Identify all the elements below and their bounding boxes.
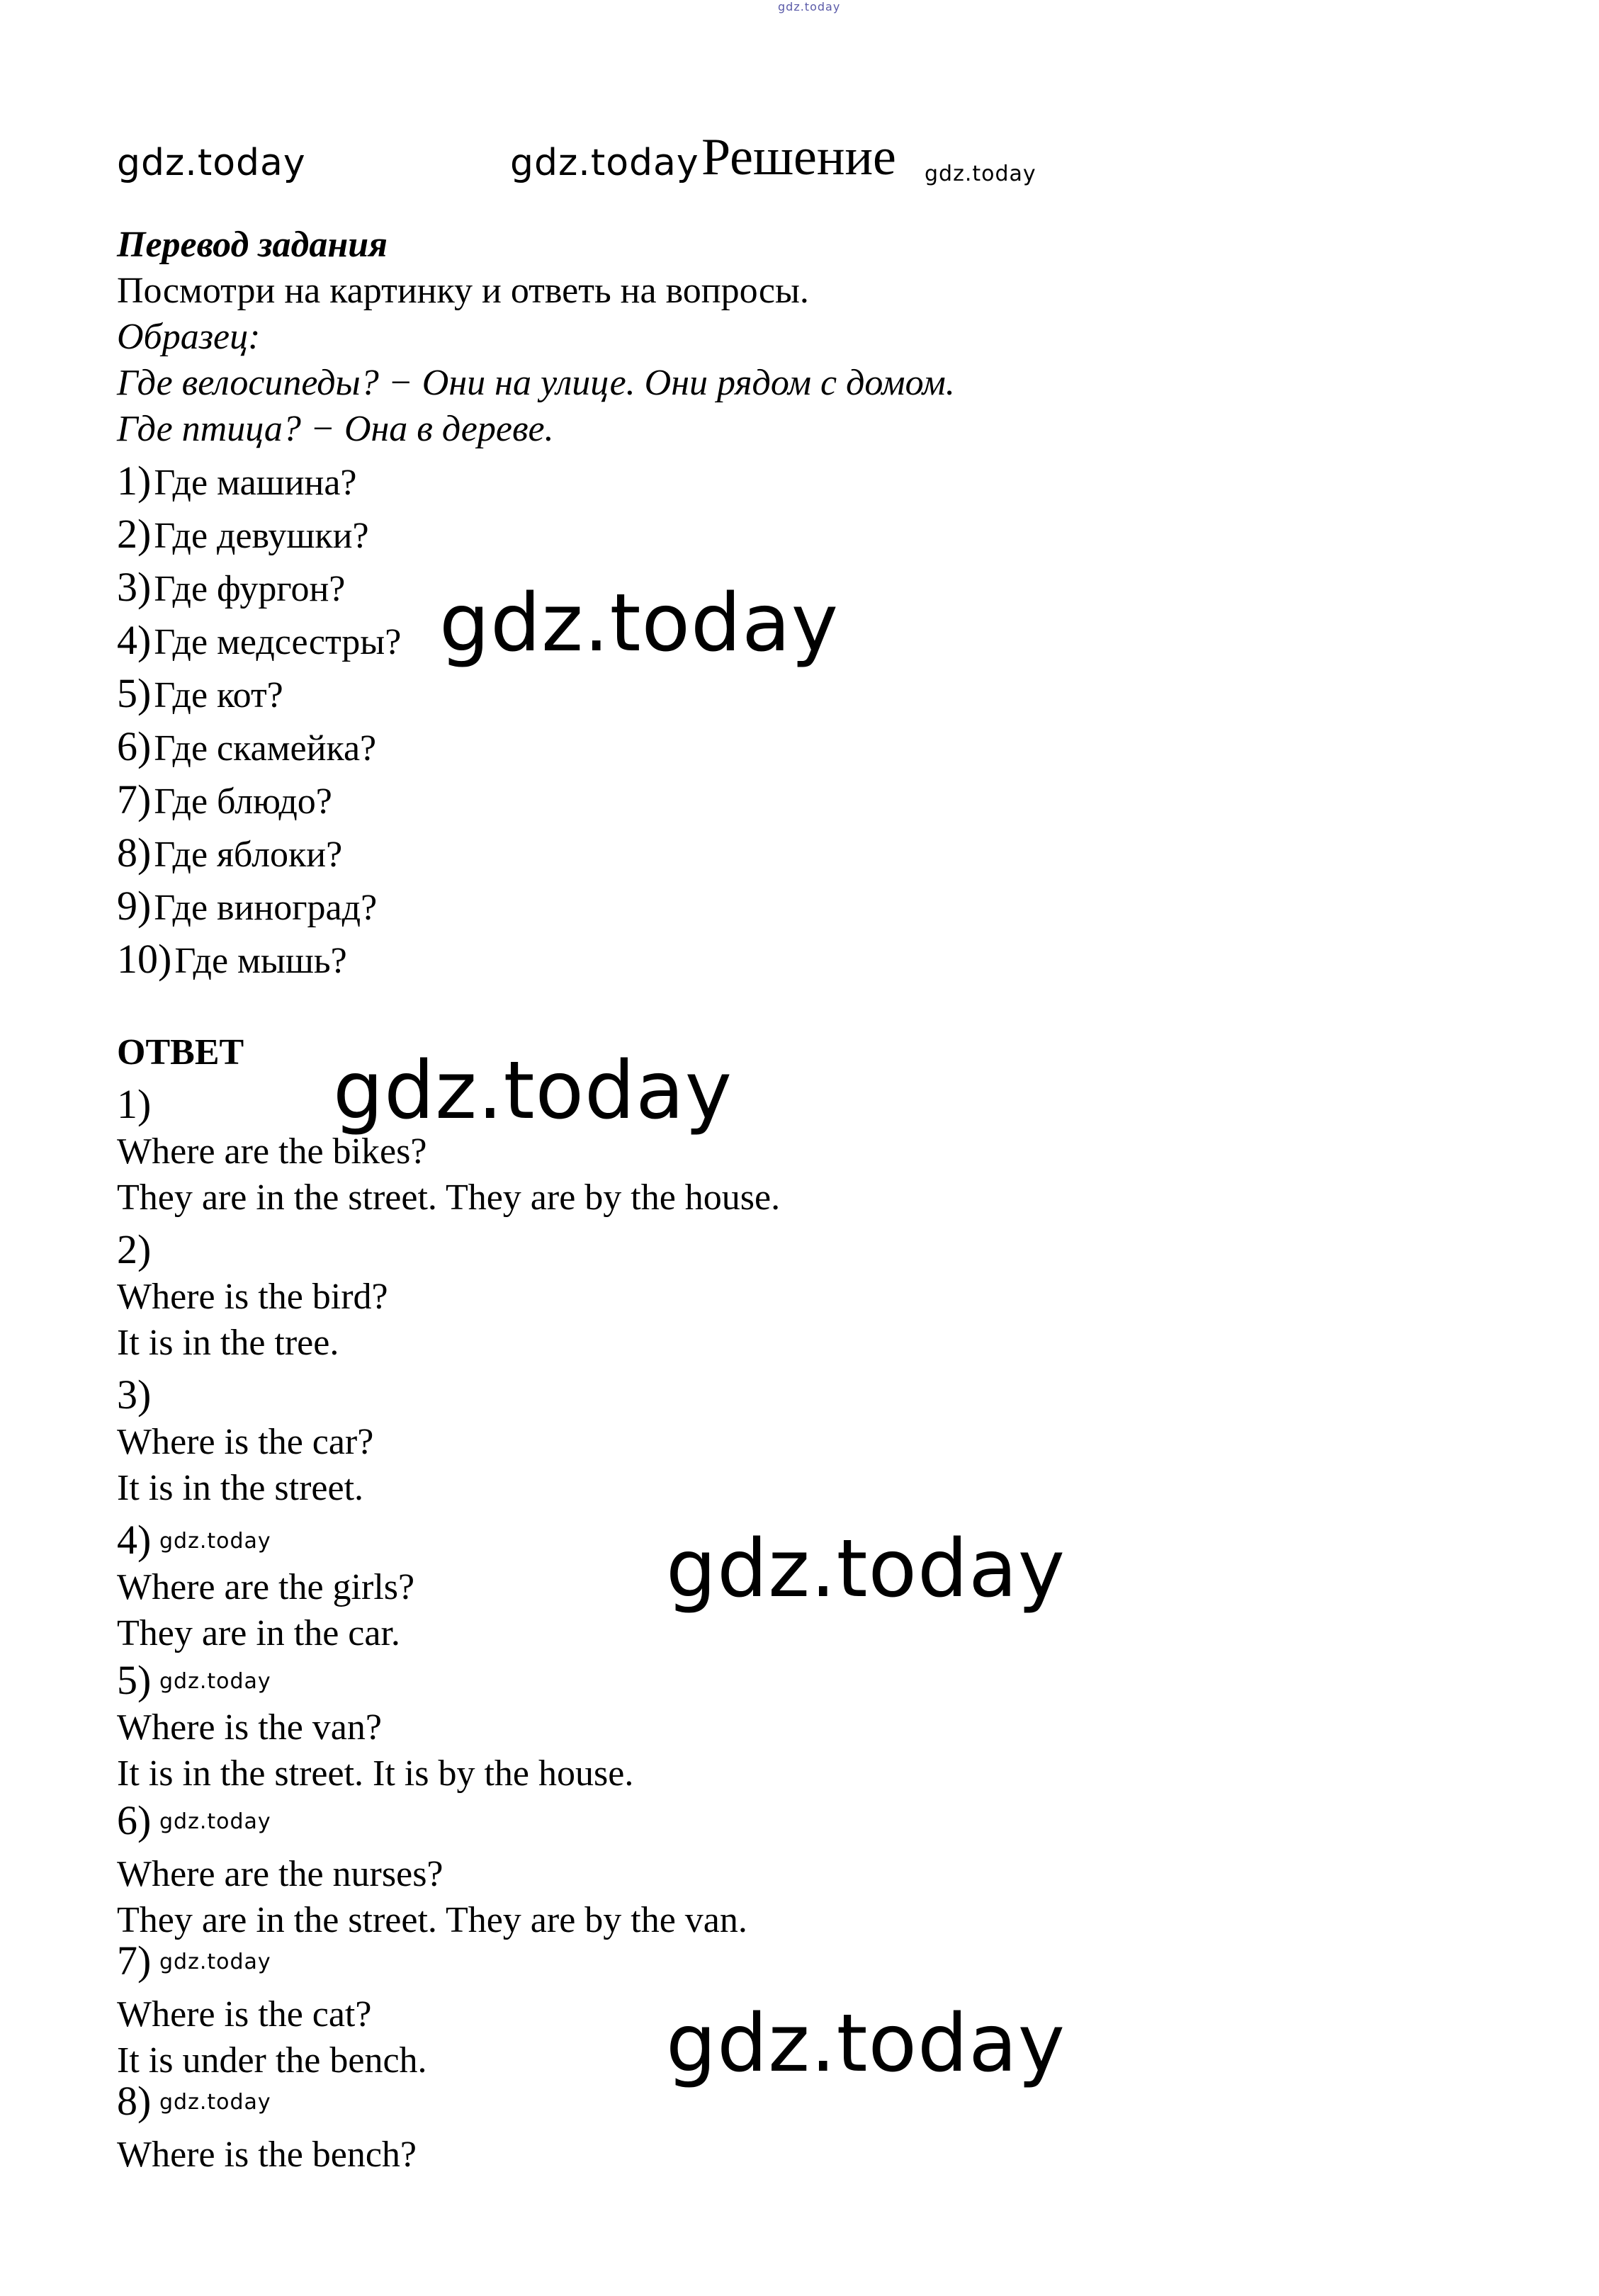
answer-text: It is in the street. bbox=[117, 1468, 364, 1508]
answer-number: 4) bbox=[117, 1517, 152, 1563]
question-text: Где яблоки? bbox=[154, 835, 343, 875]
question-number: 3) bbox=[117, 564, 152, 610]
question-item bbox=[117, 882, 377, 929]
sample-line: Где велосипеды? − Они на улице. Они рядом с домом. bbox=[117, 363, 955, 403]
question-item bbox=[117, 723, 376, 770]
question-text: Где мышь? bbox=[174, 941, 347, 981]
question-item bbox=[117, 510, 369, 558]
question-text: Где виноград? bbox=[154, 888, 378, 928]
watermark-small: gdz.today bbox=[159, 1809, 271, 1834]
watermark-small: gdz.today bbox=[159, 1950, 271, 1974]
question-number: 4) bbox=[117, 617, 152, 663]
answer-number: 1) bbox=[117, 1081, 152, 1127]
watermark-small: gdz.today bbox=[159, 1669, 271, 1694]
answer-number: 6) bbox=[117, 1797, 152, 1843]
answer-number: 3) bbox=[117, 1372, 152, 1418]
question-text: Где скамейка? bbox=[154, 728, 377, 769]
watermark-large: gdz.today bbox=[333, 1045, 733, 1137]
answer-number: 2) bbox=[117, 1226, 152, 1272]
question-text: Где блюдо? bbox=[154, 781, 332, 822]
answer-number: 7) bbox=[117, 1938, 152, 1984]
answer-question: Where is the bird? bbox=[117, 1277, 388, 1317]
answer-question: Where are the girls? bbox=[117, 1567, 415, 1607]
question-text: Где медсестры? bbox=[154, 622, 402, 662]
watermark-top: gdz.today bbox=[778, 0, 841, 13]
question-number: 2) bbox=[117, 511, 152, 557]
answer-text: It is under the bench. bbox=[117, 2040, 427, 2081]
page-title: Решение bbox=[701, 128, 896, 186]
watermark-small: gdz.today bbox=[159, 2090, 271, 2115]
watermark-large: gdz.today bbox=[666, 1998, 1066, 2090]
question-number: 9) bbox=[117, 883, 152, 929]
question-item bbox=[117, 457, 357, 504]
question-number: 8) bbox=[117, 830, 152, 876]
answer-number: 5) bbox=[117, 1657, 152, 1703]
question-text: Где девушки? bbox=[154, 516, 369, 556]
answer-question: Where is the car? bbox=[117, 1422, 374, 1462]
question-number: 10) bbox=[117, 936, 172, 982]
answer-number: 8) bbox=[117, 2078, 152, 2124]
question-item bbox=[117, 935, 347, 983]
answer-header: ОТВЕТ bbox=[117, 1032, 244, 1073]
question-number: 1) bbox=[117, 458, 152, 504]
answer-text: It is in the street. It is by the house. bbox=[117, 1753, 634, 1794]
question-text: Где фургон? bbox=[154, 569, 346, 609]
watermark-small: gdz.today bbox=[159, 1529, 271, 1554]
watermark-header-left: gdz.today bbox=[117, 142, 306, 184]
answer-text: They are in the street. They are by the van. bbox=[117, 1900, 747, 1940]
answer-question: Where is the bench? bbox=[117, 2134, 417, 2175]
answer-question: Where are the bikes? bbox=[117, 1131, 427, 1172]
answer-text: It is in the tree. bbox=[117, 1323, 339, 1363]
watermark-large: gdz.today bbox=[666, 1523, 1066, 1615]
answer-question: Where is the cat? bbox=[117, 1994, 372, 2035]
watermark-large: gdz.today bbox=[439, 577, 840, 669]
translation-header: Перевод задания bbox=[117, 225, 388, 265]
answer-text: They are in the car. bbox=[117, 1613, 400, 1653]
question-number: 6) bbox=[117, 723, 152, 769]
question-item bbox=[117, 669, 283, 717]
question-item bbox=[117, 616, 401, 664]
watermark-header-mid: gdz.today bbox=[510, 142, 699, 184]
answer-text: They are in the street. They are by the house. bbox=[117, 1177, 781, 1218]
translation-instruction: Посмотри на картинку и ответь на вопросы. bbox=[117, 271, 809, 311]
question-number: 7) bbox=[117, 776, 152, 822]
answer-question: Where is the van? bbox=[117, 1707, 382, 1748]
question-item bbox=[117, 563, 345, 611]
answer-question: Where are the nurses? bbox=[117, 1854, 443, 1894]
watermark-header-right: gdz.today bbox=[925, 162, 1036, 186]
question-text: Где машина? bbox=[154, 463, 357, 503]
sample-label: Образец: bbox=[117, 317, 261, 357]
question-item bbox=[117, 829, 342, 876]
sample-line: Где птица? − Она в дереве. bbox=[117, 409, 554, 449]
question-text: Где кот? bbox=[154, 675, 283, 716]
question-item bbox=[117, 776, 332, 823]
question-number: 5) bbox=[117, 670, 152, 716]
